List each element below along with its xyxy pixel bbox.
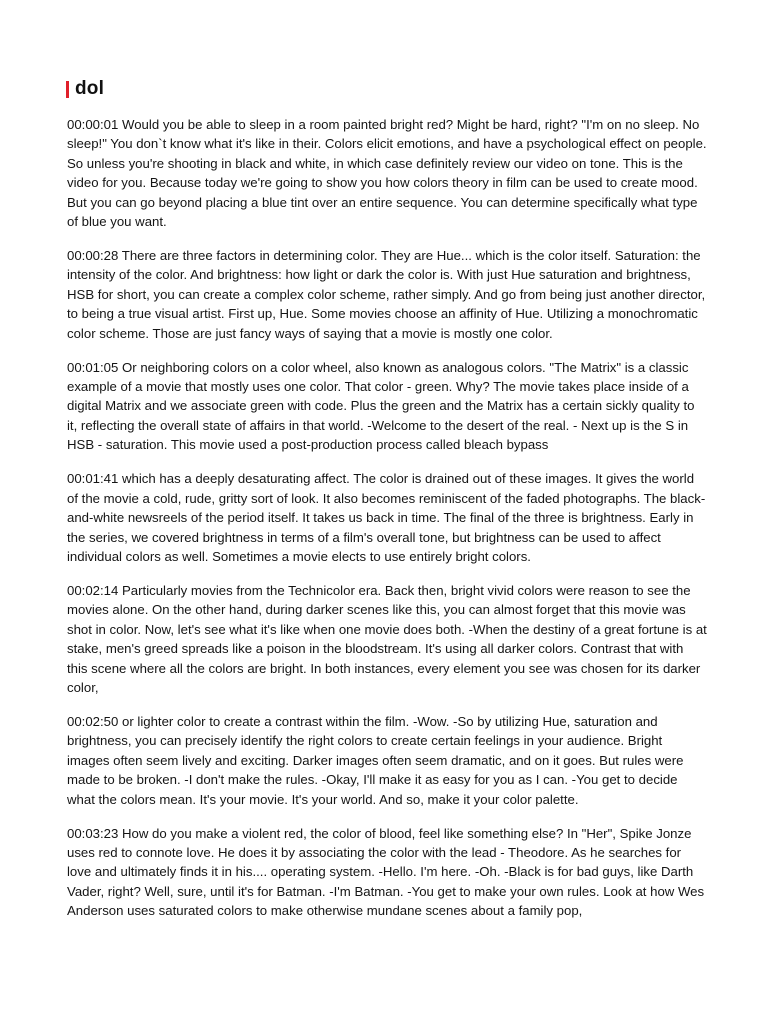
transcript-segment bbox=[67, 824, 707, 921]
transcript-segment bbox=[67, 115, 707, 231]
segment-text: or lighter color to create a contrast within the film. -Wow. -So by utilizing Hue, saturation and brightness, you can precisely identify the right colors to create certain feelings in your audience. Bright images often seem lively and exciting. Darker images often seem dramatic, and on it goes. But rules were made to be broken. -I don't make the rules. -Okay, I'll make it as easy for you as I can. -You get to decide what the colors mean. It's your movie. It's your world. And so, make it your color palette. bbox=[67, 713, 684, 807]
transcript-segment bbox=[67, 246, 707, 343]
segment-text: Or neighboring colors on a color wheel, also known as analogous colors. "The Matrix" is a classic example of a movie that mostly uses one color. That color - green. Why? The movie takes place inside of a digital Matrix and we associate green with code. Plus the green and the Matrix has a certain sickly quality to it, reflecting the overall state of affairs in that world. -Welcome to the desert of the real. - Next up is the S in HSB - saturation. This movie used a post-production process called bleach bypass bbox=[67, 359, 695, 453]
transcript-segment bbox=[67, 358, 707, 455]
document-title: dol bbox=[75, 78, 105, 99]
segment-text: which has a deeply desaturating affect. The color is drained out of these images. It gives the world of the movie a cold, rude, gritty sort of look. It also becomes reminiscent of the faded photographs. The black-and-white newsreels of the period itself. It takes us back in time. The final of the three is brightness. Early in the series, we covered brightness in terms of a film's overall tone, but brightness can be used to affect individual colors as well. Sometimes a movie elects to use entirely bright colors. bbox=[67, 471, 706, 564]
document-header bbox=[66, 78, 104, 100]
segment-timestamp: 00:01:05 bbox=[67, 359, 119, 375]
segment-timestamp: 00:02:50 bbox=[67, 713, 119, 729]
transcript-segment bbox=[67, 581, 707, 697]
segment-timestamp: 00:00:28 bbox=[67, 248, 119, 264]
segment-timestamp: 00:00:01 bbox=[67, 117, 119, 132]
transcript-segment bbox=[67, 469, 707, 566]
segment-text: There are three factors in determining color. They are Hue... which is the color itself. Saturation: the intensity of the color. And brightness: how light or dark the color is. With just Hue saturation and brightness, HSB for short, you can create a complex color scheme, rather simply. And go from being just another director, to being a true visual artist. First up, Hue. Some movies choose an affinity of Hue. Utilizing a monochromatic color scheme. Those are just fancy ways of saying that a movie is mostly one color. bbox=[67, 248, 706, 341]
segment-timestamp: 00:03:23 bbox=[67, 825, 119, 841]
segment-text: How do you make a violent red, the color of blood, feel like something else? In "Her", Spike Jonze uses red to connote love. He does it by associating the color with the lead - Theodore. As he searches for love and ultimately finds it in his.... operating system. -Hello. I'm here. -Oh. -Black is for bad guys, like Darth Vader, right? Well, sure, until it's for Batman. -I'm Batman. -You get to make your own rules. Look at how Wes Anderson uses saturated colors to make otherwise mundane scenes about a family pop, bbox=[67, 825, 705, 919]
title-accent-bar bbox=[66, 81, 69, 98]
segment-text: Would you be able to sleep in a room painted bright red? Might be hard, right? "I'm on no sleep. No sleep!" You don`t know what it's like in their. Colors elicit emotions, and have a psychological effect on people. So unless you're shooting in black and white, in which case definitely review our video on tone. This is the video for you. Because today we're going to show you how colors theory in film can be used to create mood. But you can go beyond placing a blue tint over an entire sequence. You can determine specifically what type of blue you want. bbox=[67, 117, 707, 230]
transcript-segment bbox=[67, 712, 707, 809]
segment-timestamp: 00:01:41 bbox=[67, 471, 119, 487]
segment-text: Particularly movies from the Technicolor era. Back then, bright vivid colors were reason to see the movies alone. On the other hand, during darker scenes like this, you can almost forget that this movie was shot in color. Now, let's see what it's like when one movie does both. -When the destiny of a great fortune is at stake, men's greed spreads like a poison in the bloodstream. It's using all darker colors. Contrast that with this scene where all the colors are bright. In both instances, every element you see was chosen for its darker color, bbox=[67, 582, 707, 695]
transcript-body bbox=[67, 115, 707, 935]
segment-timestamp: 00:02:14 bbox=[67, 582, 119, 598]
